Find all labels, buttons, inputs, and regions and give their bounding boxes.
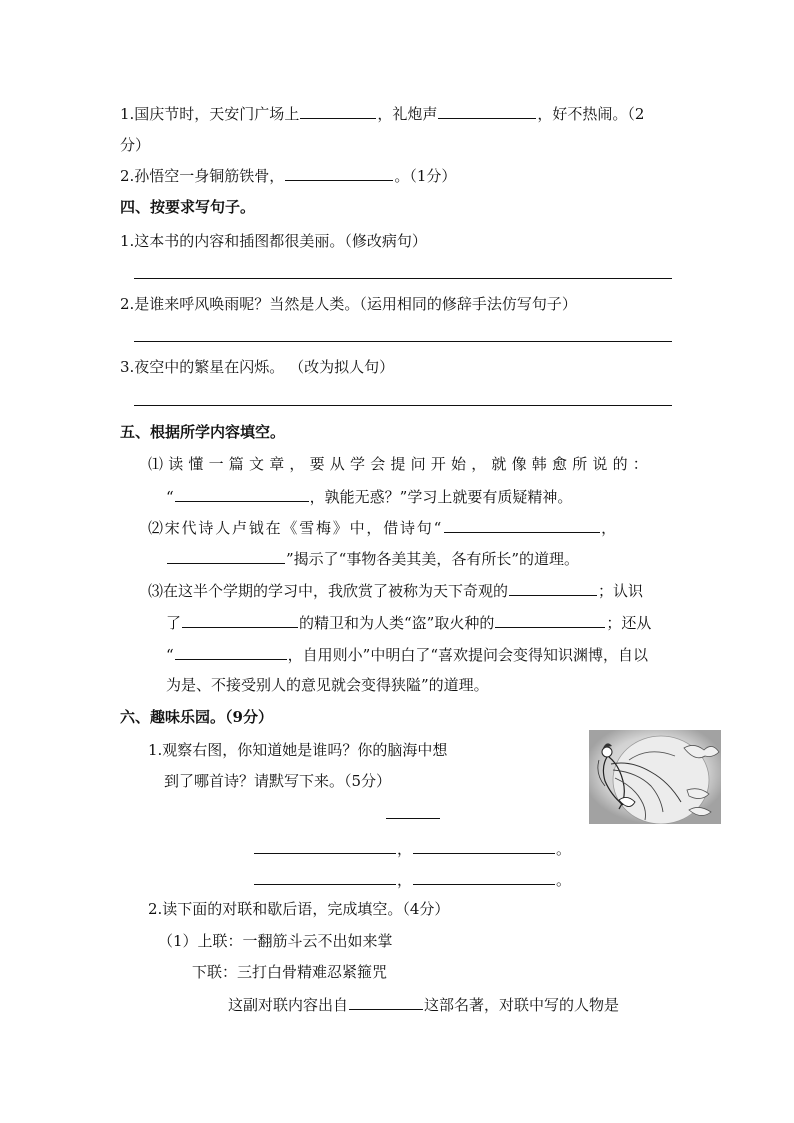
s6-q2: 2.读下面的对联和歇后语，完成填空。（4分） <box>148 900 450 918</box>
s5-blank-3[interactable] <box>167 548 285 564</box>
poem-blank-4[interactable] <box>413 869 555 885</box>
question-2-line <box>120 165 456 186</box>
poem-blank-2[interactable] <box>413 838 555 854</box>
change-illustration <box>589 730 721 824</box>
s5-p1b-close: ，孰能无惑？”学习上就要有质疑精神。 <box>309 488 573 506</box>
s6-q1a: 1.观察右图，你知道她是谁吗？你的脑海中想 <box>148 741 448 759</box>
s5-p3b-line <box>166 612 651 633</box>
poem-comma-2: ， <box>397 871 413 889</box>
s5-p3c-line <box>166 644 648 665</box>
s5-p2a: ⑵宋代诗人卢钺在《雪梅》中，借诗句“ <box>148 519 444 537</box>
q2-text-b: 。（1分） <box>394 167 457 185</box>
q1-blank-2[interactable] <box>438 103 536 119</box>
s5-p1a: ⑴读懂一篇文章，要从学会提问开始，就像韩愈所说的： <box>148 455 654 473</box>
couplet-upper: （1）上联：一翻筋斗云不出如来掌 <box>158 932 393 950</box>
poem-line-2 <box>253 869 571 890</box>
q1-blank-1[interactable] <box>300 103 376 119</box>
couplet-q-b: 这部名著，对联中写的人物是 <box>424 996 620 1014</box>
section-4-item-3: 3.夜空中的繁星在闪烁。 （改为拟人句） <box>120 358 395 376</box>
s5-p3d: 为是、不接受别人的意见就会变得狭隘”的道理。 <box>166 676 489 694</box>
section-4-title: 四、按要求写句子。 <box>120 198 256 216</box>
poem-period-2: 。 <box>556 871 572 889</box>
novel-blank[interactable] <box>349 994 423 1010</box>
s5-blank-4[interactable] <box>509 580 597 596</box>
s5-blank-5[interactable] <box>182 612 298 628</box>
s5-blank-7[interactable] <box>175 644 287 660</box>
s5-p1b-line <box>166 486 572 507</box>
s5-p3b-1: 了 <box>166 614 182 632</box>
s5-p2b-line <box>166 548 579 569</box>
s6-q1b: 到了哪首诗？请默写下来。（5分） <box>164 772 392 790</box>
question-1-line <box>120 103 644 124</box>
change-illustration-svg <box>589 730 721 824</box>
poem-line-1 <box>253 838 571 859</box>
poem-comma-1: ， <box>397 840 413 858</box>
s5-blank-2[interactable] <box>444 517 600 533</box>
answer-line-4-3[interactable] <box>134 405 672 406</box>
s5-p3b-3: ；还从 <box>606 614 652 632</box>
s5-p3c-open: “ <box>166 646 174 664</box>
s5-p2a-line <box>148 517 618 538</box>
poem-blank-1[interactable] <box>254 838 396 854</box>
poem-blank-3[interactable] <box>254 869 396 885</box>
s5-blank-1[interactable] <box>175 486 309 502</box>
q1-text-c: ，好不热闹。（2 <box>537 105 645 123</box>
q2-blank[interactable] <box>285 165 393 181</box>
answer-line-4-2[interactable] <box>134 341 672 342</box>
section-4-item-2: 2.是谁来呼风唤雨呢？当然是人类。（运用相同的修辞手法仿写句子） <box>120 295 577 313</box>
q1-text-b: ，礼炮声 <box>377 105 438 123</box>
couplet-question <box>228 994 619 1015</box>
q1-text-a: 1.国庆节时，天安门广场上 <box>120 105 300 123</box>
s5-blank-6[interactable] <box>495 612 605 628</box>
s5-p3a-end: ；认识 <box>598 582 644 600</box>
s5-p1b-open: “ <box>166 488 174 506</box>
q2-text-a: 2.孙悟空一身铜筋铁骨， <box>120 167 285 185</box>
couplet-q-a: 这副对联内容出自 <box>228 996 349 1014</box>
couplet-lower: 下联：三打白骨精难忍紧箍咒 <box>192 963 388 981</box>
section-4-item-1: 1.这本书的内容和插图都很美丽。（修改病句） <box>120 232 427 250</box>
s5-p3a-line <box>148 580 643 601</box>
poem-period-1: 。 <box>556 840 572 858</box>
answer-line-4-1[interactable] <box>134 278 672 279</box>
s5-p2b: ”揭示了“事物各美其美，各有所长”的道理。 <box>286 550 580 568</box>
s5-p3a: ⑶在这半个学期的学习中，我欣赏了被称为天下奇观的 <box>148 582 509 600</box>
s5-p2a-end: ， <box>601 519 618 537</box>
section-6-title: 六、趣味乐园。（9分） <box>120 708 273 726</box>
q1-text-d: 分） <box>120 136 151 154</box>
s5-p3c-close: ，自用则小”中明白了“喜欢提问会变得知识渊博，自以 <box>287 646 649 664</box>
section-5-title: 五、根据所学内容填空。 <box>120 423 286 441</box>
s5-p3b-2: 的精卫和为人类“盗”取火种的 <box>299 614 495 632</box>
poem-title-blank[interactable] <box>386 818 440 819</box>
